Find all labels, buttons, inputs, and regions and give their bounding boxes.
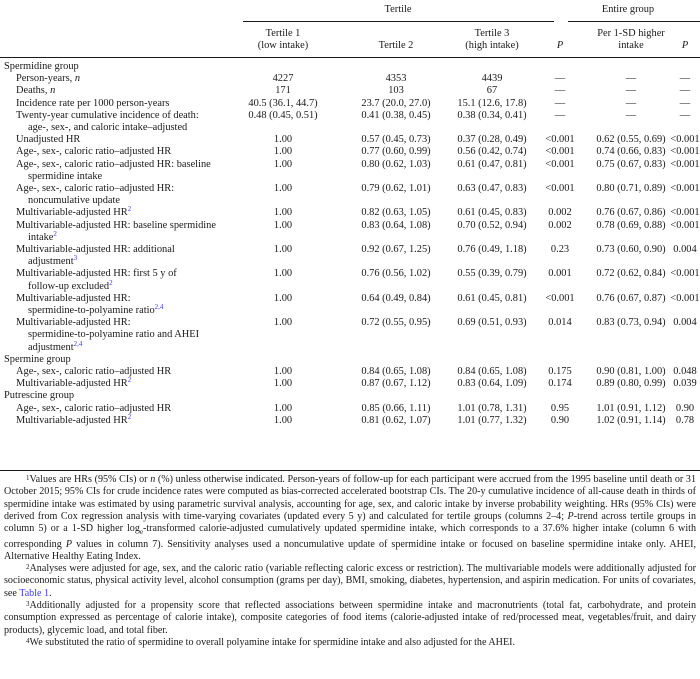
header-group-entire: Entire group [601,4,655,15]
cell-col4: 0.56 (0.42, 0.74) [457,146,527,158]
footnote-ref[interactable]: 2 [127,412,132,421]
cell-col7: <0.001 [670,183,700,194]
footnote-3: $^3$Additionally adjusted for a propensity score that reflected associations between spermidine intake and macronutrients (total fat, carbohydrate, and protein consumption expressed as percentage of calorie intake), composite categories of food items (calorie-adjusted intake of red/processed meat, vegetables/fruit, and dairy products), glycemic load, and total fiber. [4,599,696,636]
cell-col2: 1.00 [273,134,293,146]
row-label: Incidence rate per 1000 person-years [16,97,170,109]
footnote-ref[interactable]: 2 [53,229,57,238]
row-label: Age-, sex-, caloric ratio–adjusted HR: [16,183,175,194]
cell-col5: 0.002 [548,207,572,219]
column-header-5-line1: Per 1-SD higher [597,28,665,39]
cell-col4: 0.61 (0.45, 0.83) [457,207,527,219]
row-label: Age-, sex-, caloric ratio–adjusted HR [16,146,172,158]
cell-col3: 23.7 (20.0, 27.0) [361,97,431,109]
cell-col3: 0.92 (0.67, 1.25) [361,244,431,255]
cell-col3: 0.79 (0.62, 1.01) [361,183,431,194]
cell-col6: 0.76 (0.67, 0.86) [596,207,666,219]
cell-col4: 4439 [481,73,503,85]
cell-col5: — [554,73,566,85]
cell-col4: 0.37 (0.28, 0.49) [457,134,527,146]
cell-col6: 0.72 (0.62, 0.84) [596,268,666,280]
section-label: Putrescine group [4,390,75,402]
cell-col3: 103 [388,85,404,97]
row-label: Multivariable-adjusted HR: additional [16,244,175,255]
cell-col5: — [554,109,566,121]
cell-col5: <0.001 [545,146,575,158]
column-header-3-line2: (high intake) [465,40,519,51]
cell-col6: — [625,85,637,97]
cell-col7: — [679,109,691,121]
footnotes [4,474,696,649]
cell-col5: <0.001 [545,183,575,194]
cell-col3: 4353 [385,73,407,85]
cell-col7: — [679,85,691,97]
cell-col6: 0.75 (0.67, 0.83) [596,158,666,170]
row-label: Multivariable-adjusted $HR^2$ [16,205,132,219]
cell-col2: 1.00 [273,207,293,219]
cell-col5: 0.002 [548,219,572,231]
cell-col3: 0.83 (0.64, 1.08) [361,219,431,231]
row-label: Multivariable-adjusted $HR^2$ [16,412,132,426]
cell-col3: 0.77 (0.60, 0.99) [361,146,431,158]
cell-col7: <0.001 [670,158,700,170]
row-label-continuation: adjustment$^3$ [28,254,78,268]
row-label-continuation: spermidine-to-polyamine ratio and AHEI [28,329,200,341]
cell-col2: 40.5 (36.1, 44.7) [248,97,318,109]
cell-col7: 0.039 [673,378,697,390]
cell-col6: 1.01 (0.91, 1.12) [596,402,666,414]
footnote-ref[interactable]: 2,4 [154,303,164,311]
cell-col5: 0.90 [550,414,570,426]
cell-col4: 0.38 (0.34, 0.41) [457,109,527,121]
footnote-1: $^1$Values are HRs (95% CIs) or n (%) unless otherwise indicated. Person-years of follow-up for each participant were accrued from the 1995 baseline until death or 31 October 2015; 95% CIs for crude incidence rates were computed as bias-corrected accelerated bootstrap CIs. The 20-y cumulative incidence of all-cause death in thirds of spermidine intake was estimated by using parametric survival analysis, accounting for age, sex, and caloric intake by inverse probability weighting. HRs (95% CIs) were derived from Cox regression analysis with time-varying covariates (updated every 5 y) and calculated for tertile groups (columns 2–4; P-trend across tertile groups in column 5) or a 1-SD higher $\log_e$-transformed calorie-adjusted cumulatively updated spermidine intake, which corresponds to a 37.6% higher intake (column 6 with corresponding P values in column 7). Sensitivity analyses used a noncumulative update of spermidine intake or focused on baseline spermidine intake only. AHEI, Alternative Healthy Eating Index. [4,474,696,562]
row-label: Multivariable-adjusted $HR^2$ [16,376,132,390]
row-label: Unadjusted HR [16,134,81,146]
cell-col2: 1.00 [273,378,293,390]
cell-col3: 0.87 (0.67, 1.12) [361,378,431,390]
row-label-continuation: spermidine intake [28,170,103,182]
row-label-continuation: spermidine-to-polyamine ratio$^{2,4}$ [28,303,164,316]
header-rule-tertile [243,21,554,22]
cell-col6: — [625,97,637,109]
cell-col7: 0.78 [675,414,695,426]
cell-col3: 0.76 (0.56, 1.02) [361,268,431,280]
cell-col3: 0.41 (0.38, 0.45) [361,109,431,121]
cell-col7: <0.001 [670,268,700,280]
cell-col6: 1.02 (0.91, 1.14) [596,414,666,426]
cell-col6: 0.74 (0.66, 0.83) [596,146,666,158]
footnote-4: $^4$We substituted the ratio of spermidine to overall polyamine intake for spermidine intake and also adjusted for the AHEI. [26,636,516,648]
cell-col7: <0.001 [670,134,700,146]
row-label-continuation: adjustment$^{2,4}$ [28,339,83,353]
cell-col4: 0.61 (0.47, 0.81) [457,158,527,170]
cell-col5: 0.175 [548,366,572,377]
row-label-continuation: age-, sex-, and caloric intake–adjusted [28,122,188,133]
cell-col5: — [554,97,566,109]
footnote-ref[interactable]: 2,4 [73,339,83,348]
cell-col4: 0.63 (0.47, 0.83) [457,183,527,194]
cell-col2: 1.00 [273,268,293,280]
cell-col2: 0.48 (0.45, 0.51) [248,109,318,121]
cell-col7: — [679,97,691,109]
cell-col4: 0.76 (0.49, 1.18) [457,244,527,255]
cell-col6: 0.80 (0.71, 0.89) [596,183,666,194]
cell-col2: 1.00 [273,402,293,414]
cell-col4: 0.61 (0.45, 0.81) [457,292,527,304]
row-label-continuation: intake$^2$ [28,229,57,243]
cell-col3: 0.80 (0.62, 1.03) [361,158,431,170]
row-label: Multivariable-adjusted HR: [16,317,131,329]
cell-col2: 1.00 [273,366,293,377]
footnote-2: $^2$Analyses were adjusted for age, sex, and the caloric ratio (variable reflecting caloric excess or restriction). The multivariable models were additionally adjusted for socioeconomic status, physical activity level, alcohol consumption (grams per day), BMI, smoking, diabetes, hypertension, and aspirin medication. For units of covariates, see Table 1. [4,563,696,599]
cell-col4: 0.69 (0.51, 0.93) [457,317,527,329]
cell-col4: 15.1 (12.6, 17.8) [457,97,527,109]
cell-col7: 0.004 [673,244,697,255]
cell-col2: 1.00 [273,146,293,158]
column-header-4-line2: P [556,40,564,51]
cell-col7: 0.004 [673,317,697,329]
cell-col3: 0.64 (0.49, 0.84) [361,292,431,304]
column-header-6-line2: P [681,40,689,51]
header-bottom-rule [0,57,700,58]
cell-col4: 1.01 (0.78, 1.31) [457,402,527,414]
cell-col3: 0.85 (0.66, 1.11) [361,402,431,414]
cell-col7: <0.001 [670,146,700,158]
header-rule-entire [568,21,700,22]
cell-col5: — [554,85,566,97]
table-1-link[interactable]: Table 1 [19,587,50,599]
row-label-continuation: follow-up excluded$^2$ [28,278,113,292]
cell-col2: 1.00 [273,244,293,255]
column-header-1-line2: (low intake) [257,40,309,51]
row-label-continuation: noncumulative update [28,195,121,207]
cell-col4: 0.84 (0.65, 1.08) [457,366,527,377]
cell-col6: 0.78 (0.69, 0.88) [596,219,666,231]
cell-col2: 1.00 [273,292,293,304]
cell-col2: 1.00 [273,183,293,194]
cell-col6: 0.76 (0.67, 0.87) [596,292,666,304]
cell-col2: 1.00 [273,317,293,329]
cell-col5: <0.001 [545,158,575,170]
footnote-ref[interactable]: 3 [73,254,78,263]
column-header-3-line1: Tertile 3 [474,28,510,39]
table-bottom-rule [0,470,700,471]
cell-col5: <0.001 [545,292,575,304]
cell-col4: 1.01 (0.77, 1.32) [457,414,527,426]
cell-col2: 171 [275,85,291,97]
cell-col3: 0.84 (0.65, 1.08) [361,366,431,377]
cell-col6: 0.73 (0.60, 0.90) [596,244,666,255]
column-header-1-line1: Tertile 1 [265,28,301,39]
cell-col4: 0.70 (0.52, 0.94) [457,219,527,231]
cell-col3: 0.81 (0.62, 1.07) [361,414,431,426]
cell-col3: 0.57 (0.45, 0.73) [361,134,431,146]
cell-col7: <0.001 [670,219,700,231]
cell-col6: 0.62 (0.55, 0.69) [596,134,666,146]
cell-col7: <0.001 [670,292,700,304]
cell-col5: 0.014 [548,317,572,329]
cell-col3: 0.72 (0.55, 0.95) [361,317,431,329]
cell-col7: — [679,73,691,85]
row-label: Person-years, n [16,73,81,85]
cell-col2: 1.00 [273,219,293,231]
cell-col6: 0.90 (0.81, 1.00) [596,366,666,377]
cell-col5: <0.001 [545,134,575,146]
cell-col7: <0.001 [670,207,700,219]
section-label: Spermidine group [4,61,79,72]
cell-col6: — [625,109,637,121]
footnote-ref[interactable]: 2 [127,376,132,385]
footnote-ref[interactable]: 2 [109,278,113,287]
cell-col7: 0.90 [675,402,695,414]
cell-col4: 0.55 (0.39, 0.79) [457,268,527,280]
row-label: Twenty-year cumulative incidence of death: [16,109,199,121]
cell-col5: 0.001 [548,268,572,280]
cell-col2: 4227 [272,73,294,85]
cell-col5: 0.174 [548,378,572,390]
footnote-ref[interactable]: 2 [127,205,132,214]
row-label: Deaths, n [16,85,56,97]
cell-col2: 1.00 [273,414,293,426]
cell-col6: 0.89 (0.80, 0.99) [596,378,666,390]
row-label: Multivariable-adjusted HR: [16,292,131,304]
cell-col4: 67 [486,85,498,97]
row-label: Multivariable-adjusted HR: baseline spermidine [16,219,216,231]
cell-col5: 0.23 [550,244,570,255]
header-group-tertile: Tertile [384,4,412,15]
column-header-5-line2: intake [618,40,644,51]
row-label: Age-, sex-, caloric ratio–adjusted HR [16,402,172,414]
row-label: Multivariable-adjusted HR: first 5 y of [16,268,177,280]
section-label: Spermine group [4,353,71,365]
cell-col4: 0.83 (0.64, 1.09) [457,378,527,390]
row-label: Age-, sex-, caloric ratio–adjusted HR [16,366,172,377]
column-header-2-line2: Tertile 2 [378,40,414,51]
cell-col7: 0.048 [673,366,697,377]
cell-col2: 1.00 [273,158,293,170]
cell-col3: 0.82 (0.63, 1.05) [361,207,431,219]
cell-col6: 0.83 (0.73, 0.94) [596,317,666,329]
cell-col5: 0.95 [550,402,570,414]
cell-col6: — [625,73,637,85]
row-label: Age-, sex-, caloric ratio–adjusted HR: baseline [16,158,211,170]
